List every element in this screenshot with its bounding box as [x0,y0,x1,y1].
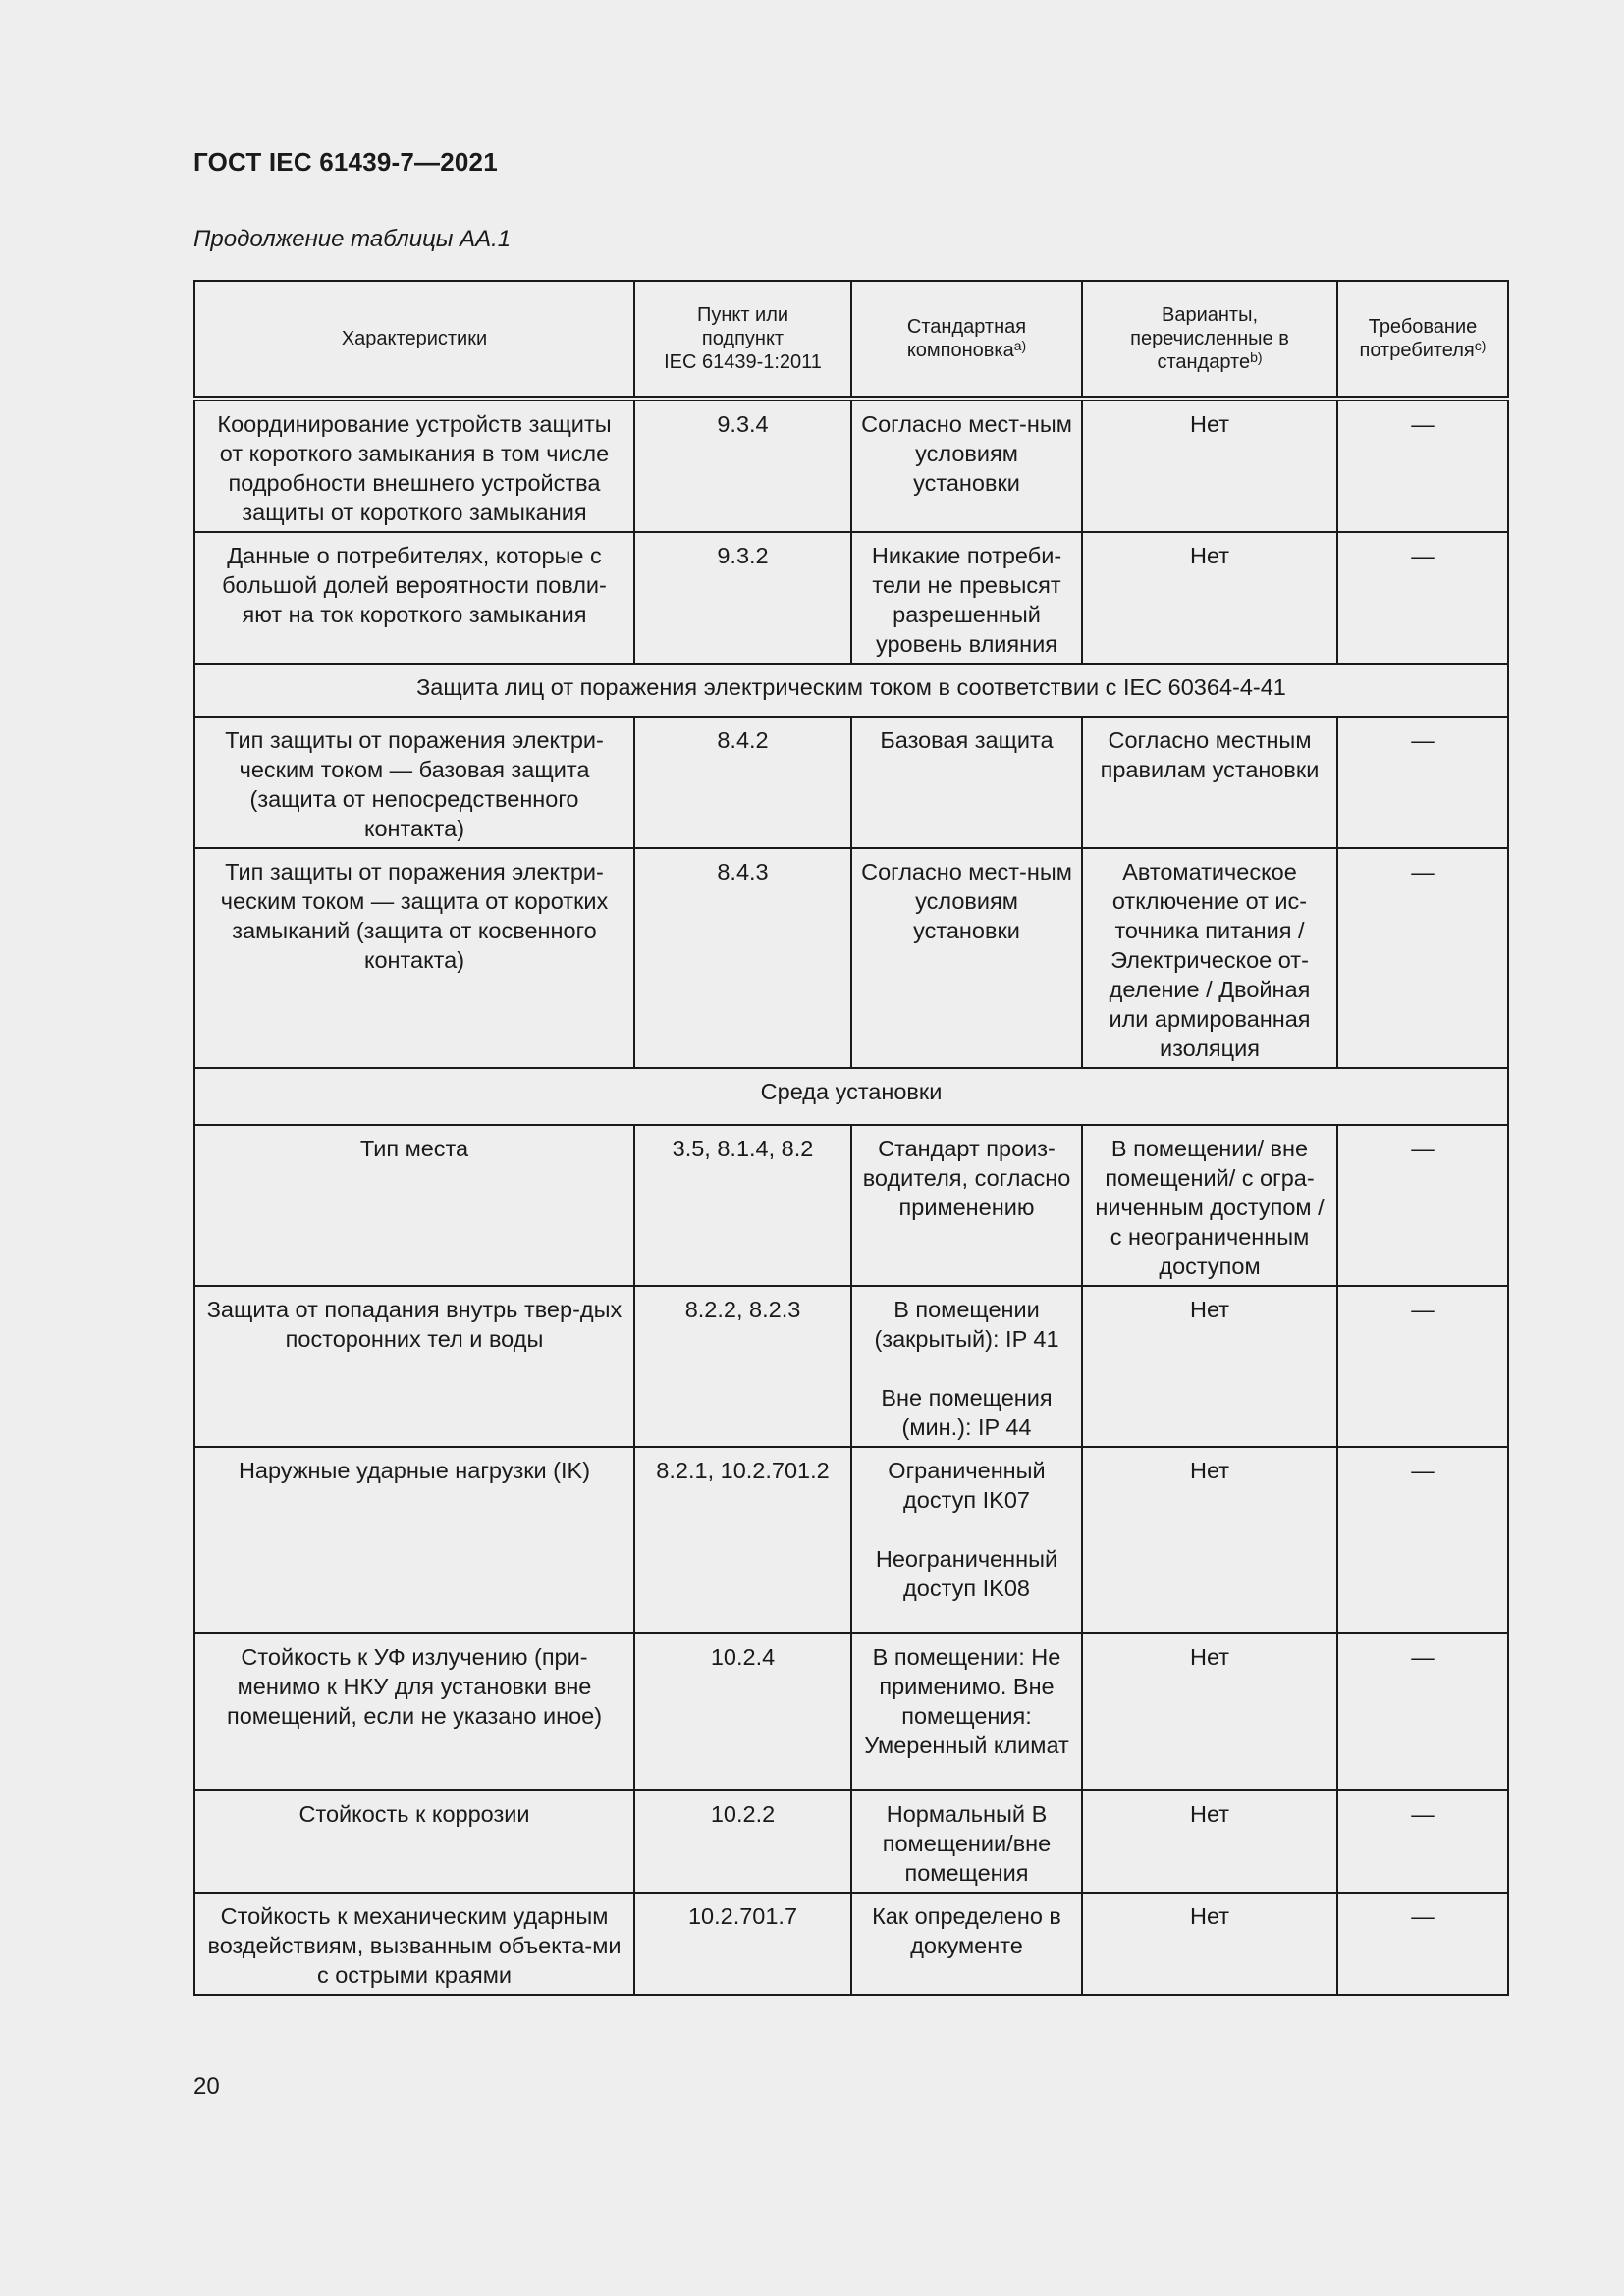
header-user-requirement: Требование потребителя$^{c)}$ [1337,281,1508,399]
cell-clause: 9.3.2 [634,532,851,664]
cell-clause: 10.2.701.7 [634,1893,851,1995]
cell-clause: 8.4.3 [634,848,851,1068]
standard-unlimited-access: Неограниченный доступ IK08 [875,1546,1058,1601]
standard-indoor: В помещении (закрытый): IP 41 [874,1297,1059,1352]
cell-clause: 10.2.2 [634,1790,851,1893]
table-caption: Продолжение таблицы АА.1 [193,226,512,252]
section-environment-title: Среда установки [194,1068,1508,1125]
section-row [194,664,1508,717]
cell-characteristic: Тип защиты от поражения электри-ческим током — базовая защита (защита от непосредственного контакта) [194,717,634,848]
cell-user: — [1337,848,1508,1068]
cell-variants: Нет [1082,1893,1337,1995]
cell-clause: 8.2.1, 10.2.701.2 [634,1447,851,1633]
cell-user: — [1337,1790,1508,1893]
table-row [194,399,1508,532]
header-variants: Варианты, перечисленные в стандарте$^{b)}$ [1082,281,1337,399]
standard-limited-access: Ограниченный доступ IK07 [888,1458,1046,1513]
cell-characteristic: Защита от попадания внутрь твер-дых посторонних тел и воды [194,1286,634,1447]
cell-clause: 10.2.4 [634,1633,851,1790]
cell-clause: 9.3.4 [634,399,851,532]
table-header-row [194,281,1508,399]
cell-user: — [1337,399,1508,532]
table-row [194,1633,1508,1790]
header-clause: Пункт или подпункт IEC 61439-1:2011 [634,281,851,399]
section-row [194,1068,1508,1125]
page-number: 20 [193,2073,220,2100]
document-title: ГОСТ IEC 61439-7—2021 [193,147,498,177]
cell-variants: Нет [1082,1633,1337,1790]
cell-characteristic: Координирование устройств защиты от короткого замыкания в том числе подробности внешнего устройства защиты от короткого замыкания [194,399,634,532]
table-row [194,1286,1508,1447]
cell-characteristic: Тип места [194,1125,634,1286]
cell-user: — [1337,1893,1508,1995]
requirements-table [193,280,1509,1996]
cell-user: — [1337,1286,1508,1447]
cell-standard: Нормальный В помещении/вне помещения [851,1790,1082,1893]
cell-standard: Базовая защита [851,717,1082,848]
cell-variants: Нет [1082,1286,1337,1447]
cell-standard: В помещении: Не применимо. Вне помещения: Умеренный климат [851,1633,1082,1790]
standard-outdoor: Вне помещения (мин.): IP 44 [881,1385,1053,1440]
table-row [194,717,1508,848]
cell-clause: 8.4.2 [634,717,851,848]
cell-variants: Согласно местным правилам установки [1082,717,1337,848]
cell-characteristic: Наружные ударные нагрузки (IK) [194,1447,634,1633]
cell-variants: Нет [1082,1447,1337,1633]
cell-characteristic: Стойкость к коррозии [194,1790,634,1893]
cell-variants: Нет [1082,1790,1337,1893]
table-row [194,1125,1508,1286]
cell-standard [851,1447,1082,1633]
table-row [194,848,1508,1068]
cell-clause: 8.2.2, 8.2.3 [634,1286,851,1447]
cell-characteristic: Стойкость к УФ излучению (при-менимо к НКУ для установки вне помещений, если не указано иное) [194,1633,634,1790]
cell-characteristic: Стойкость к механическим ударным воздействиям, вызванным объекта-ми с острыми краями [194,1893,634,1995]
header-standard-arrangement: Стандартная компоновка$^{a)}$ [851,281,1082,399]
cell-variants: В помещении/ вне помещений/ с огра-ниченным доступом / с неограниченным доступом [1082,1125,1337,1286]
cell-standard: Согласно мест-ным условиям установки [851,848,1082,1068]
cell-standard: Никакие потреби-тели не превысят разрешенный уровень влияния [851,532,1082,664]
table-row [194,1893,1508,1995]
cell-characteristic: Тип защиты от поражения электри-ческим током — защита от коротких замыканий (защита от косвенного контакта) [194,848,634,1068]
cell-variants: Автоматическое отключение от ис-точника питания / Электрическое от-деление / Двойная или армированная изоляция [1082,848,1337,1068]
cell-standard [851,1286,1082,1447]
cell-clause: 3.5, 8.1.4, 8.2 [634,1125,851,1286]
cell-user: — [1337,1447,1508,1633]
header-characteristics: Характеристики [194,281,634,399]
section-protection-title: Защита лиц от поражения электрическим током в соответствии с IEC 60364-4-41 [194,664,1508,717]
cell-standard: Как определено в документе [851,1893,1082,1995]
table-row [194,532,1508,664]
cell-characteristic: Данные о потребителях, которые с большой долей вероятности повли-яют на ток короткого замыкания [194,532,634,664]
cell-standard: Стандарт произ-водителя, согласно применению [851,1125,1082,1286]
cell-user: — [1337,532,1508,664]
table-row [194,1790,1508,1893]
cell-user: — [1337,1125,1508,1286]
cell-user: — [1337,1633,1508,1790]
table-row [194,1447,1508,1633]
cell-user: — [1337,717,1508,848]
cell-standard: Согласно мест-ным условиям установки [851,399,1082,532]
cell-variants: Нет [1082,399,1337,532]
cell-variants: Нет [1082,532,1337,664]
